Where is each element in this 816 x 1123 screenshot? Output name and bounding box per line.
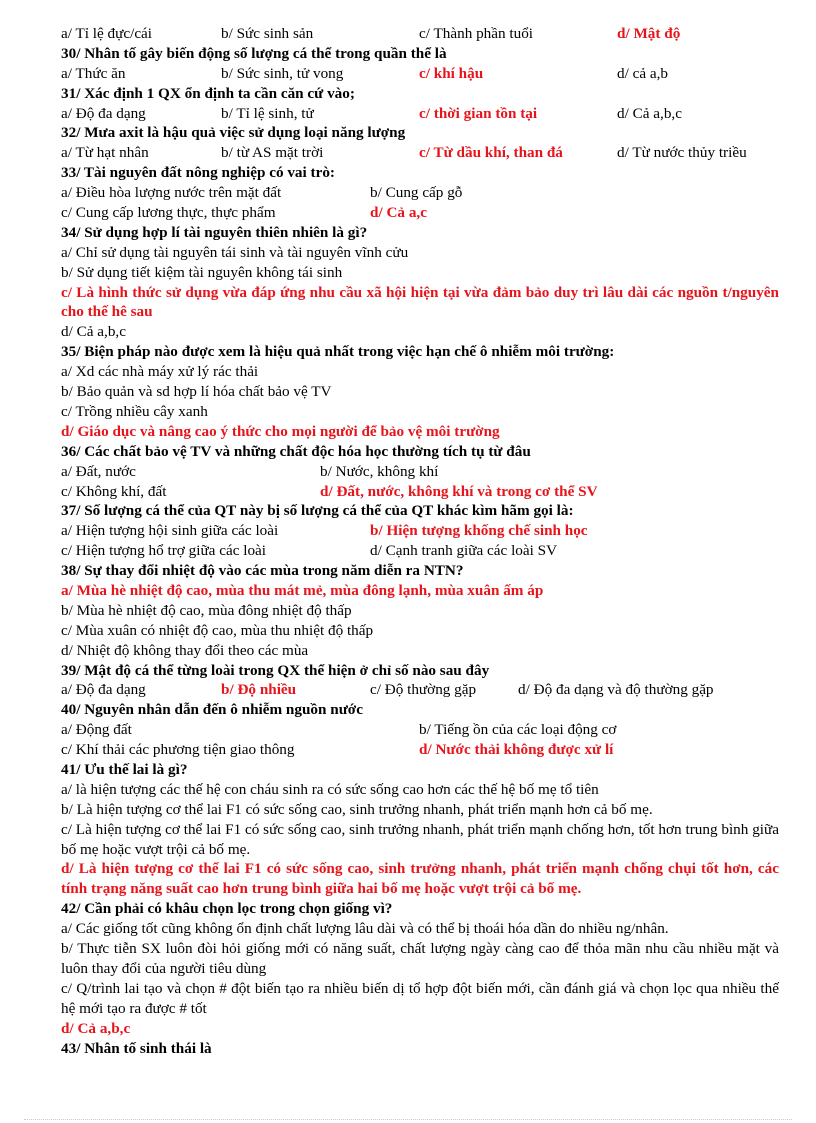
question-35: 35/ Biện pháp nào được xem là hiệu quả nhất trong việc hạn chế ô nhiễm môi trường:	[61, 343, 615, 361]
options-row	[61, 482, 779, 502]
option-b: b/ Là hiện tượng cơ thể lai F1 có sức sống cao, sinh trưởng nhanh, phát triển mạnh hơn cả bố mẹ.	[61, 800, 653, 818]
option-b: b/ Cung cấp gỗ	[370, 184, 463, 202]
option-a: a/ Điều hòa lượng nước trên mặt đất	[61, 184, 282, 202]
option-c-answer: c/ khí hậu	[419, 64, 484, 82]
question-31: 31/ Xác định 1 QX ổn định ta cần căn cứ vào;	[61, 84, 355, 102]
option-a: a/ Đất, nước	[61, 462, 136, 480]
option-c: c/ Là hiện tượng cơ thể lai F1 có sức sống cao, sinh trưởng nhanh, phát triển mạnh chống hơn, tốt hơn trung bình giữa bố mẹ hoặc vượt trội cả bố mẹ.	[61, 820, 779, 858]
option-d: d/ Cả a,b,c	[61, 323, 126, 341]
option-c: c/ Không khí, đất	[61, 482, 167, 500]
option-a-answer: a/ Mùa hè nhiệt độ cao, mùa thu mát mẻ, mùa đông lạnh, mùa xuân ấm áp	[61, 581, 544, 599]
question-38: 38/ Sự thay đổi nhiệt độ vào các mùa trong năm diễn ra NTN?	[61, 562, 464, 580]
option-c: c/ Trồng nhiều cây xanh	[61, 402, 208, 420]
option-a: a/ Chỉ sử dụng tài nguyên tái sinh và tài nguyên vĩnh cửu	[61, 243, 409, 261]
option-d: d/ Độ đa dạng và độ thường gặp	[518, 681, 714, 699]
question-41: 41/ Ưu thế lai là gì?	[61, 760, 188, 778]
option-c: c/ Cung cấp lương thực, thực phẩm	[61, 204, 276, 222]
option-c: c/ Khí thải các phương tiện giao thông	[61, 741, 295, 759]
option-a: a/ là hiện tượng các thế hệ con cháu sinh ra có sức sống cao hơn các thế hệ bố mẹ tổ tiên	[61, 780, 599, 798]
option-d-answer: d/ Đất, nước, không khí và trong cơ thể SV	[320, 482, 598, 500]
question-39: 39/ Mật độ cá thể từng loài trong QX thể hiện ở chỉ số nào sau đây	[61, 661, 490, 679]
option-a: a/ Xd các nhà máy xử lý rác thải	[61, 363, 259, 381]
option-d: d/ Cả a,b,c	[617, 104, 682, 122]
option-d-answer: d/ Giáo dục và nâng cao ý thức cho mọi người để bảo vệ môi trường	[61, 422, 500, 440]
option-c-answer: c/ Từ dầu khí, than đá	[419, 144, 563, 162]
question-30: 30/ Nhân tố gây biến động số lượng cá thể trong quần thể là	[61, 44, 447, 62]
options-row	[61, 720, 779, 740]
options-row	[61, 104, 779, 124]
options-row	[61, 203, 779, 223]
option-a: a/ Độ đa dạng	[61, 681, 146, 699]
option-a: a/ Các giống tốt cũng không ổn định chất lượng lâu dài và có thể bị thoái hóa dần do nhiều ng/nhân.	[61, 920, 669, 938]
option-d: d/ cả a,b	[617, 64, 669, 82]
option-d-answer: d/ Mật độ	[617, 25, 681, 42]
option-d-answer: d/ Cả a,c	[370, 204, 427, 222]
question-36: 36/ Các chất bảo vệ TV và những chất độc hóa học thường tích tụ từ đâu	[61, 442, 531, 460]
option-c: c/ Độ thường gặp	[370, 681, 477, 699]
option-b: b/ Bảo quản và sd hợp lí hóa chất bảo vệ TV	[61, 383, 332, 401]
option-c: c/ Mùa xuân có nhiệt độ cao, mùa thu nhiệt độ thấp	[61, 621, 374, 639]
option-a: a/ Độ đa dạng	[61, 104, 146, 122]
options-row	[61, 143, 779, 163]
option-c: c/ Hiện tượng hổ trợ giữa các loài	[61, 542, 267, 560]
option-b-answer: b/ Hiện tượng khống chế sinh học	[370, 522, 588, 540]
options-row	[61, 24, 779, 44]
option-b: b/ từ AS mặt trời	[221, 144, 324, 162]
option-b: b/ Tỉ lệ sinh, tử	[221, 104, 314, 122]
option-a: a/ Từ hạt nhân	[61, 144, 149, 162]
option-b: b/ Sức sinh sản	[221, 25, 314, 42]
option-d: d/ Cạnh tranh giữa các loài SV	[370, 542, 558, 560]
question-40: 40/ Nguyên nhân dẫn đến ô nhiễm nguồn nước	[61, 701, 363, 719]
question-33: 33/ Tài nguyên đất nông nghiệp có vai trò:	[61, 164, 335, 182]
options-row	[61, 183, 779, 203]
option-c-answer: c/ thời gian tồn tại	[419, 104, 538, 122]
question-34: 34/ Sử dụng hợp lí tài nguyên thiên nhiên là gì?	[61, 223, 368, 241]
options-row	[61, 680, 779, 700]
option-b: b/ Nước, không khí	[320, 462, 439, 480]
option-d: d/ Từ nước thủy triều	[617, 144, 747, 162]
document-page	[61, 24, 779, 1058]
option-a: a/ Tỉ lệ đực/cái	[61, 25, 153, 42]
options-row	[61, 462, 779, 482]
option-c-answer: c/ Là hình thức sử dụng vừa đáp ứng nhu cầu xã hội hiện tại vừa đảm bảo duy trì lâu dài các nguồn t/nguyên cho thế hê sau	[61, 283, 779, 321]
option-b: b/ Mùa hè nhiệt độ cao, mùa đông nhiệt độ thấp	[61, 601, 352, 619]
question-43: 43/ Nhân tố sinh thái là	[61, 1039, 212, 1057]
options-row	[61, 64, 779, 84]
options-row	[61, 740, 779, 760]
option-d-answer: d/ Là hiện tượng cơ thể lai F1 có sức sống cao, sinh trưởng nhanh, phát triển mạnh chống chụi tốt hơn, các tính trạng năng suất cao hơn trung bình giữa hai bố mẹ hoặc vượt trội cả bố mẹ.	[61, 860, 779, 898]
question-37: 37/ Số lượng cá thể của QT này bị số lượng cá thể của QT khác kìm hãm gọi là:	[61, 502, 574, 520]
option-b: b/ Thực tiễn SX luôn đòi hỏi giống mới có năng suất, chất lượng ngày càng cao để thỏa mãn nhu cầu nhiều mặt và luôn thay đổi của người tiêu dùng	[61, 940, 779, 977]
option-a: a/ Thức ăn	[61, 64, 126, 82]
option-a: a/ Động đất	[61, 721, 132, 739]
options-row	[61, 521, 779, 541]
question-42: 42/ Cần phải có khâu chọn lọc trong chọn giống vì?	[61, 900, 393, 918]
option-d-answer: d/ Nước thải không được xử lí	[419, 741, 614, 759]
options-row	[61, 541, 779, 561]
question-32: 32/ Mưa axit là hậu quả việc sử dụng loại năng lượng	[61, 124, 406, 142]
option-b: b/ Tiếng ồn của các loại động cơ	[419, 721, 617, 739]
option-d-answer: d/ Cả a,b,c	[61, 1019, 131, 1037]
option-b: b/ Sử dụng tiết kiệm tài nguyên không tái sinh	[61, 263, 343, 281]
option-d: d/ Nhiệt độ không thay đổi theo các mùa	[61, 641, 309, 659]
option-c: c/ Thành phần tuổi	[419, 25, 534, 42]
page-bottom-divider	[24, 1119, 792, 1120]
option-b: b/ Sức sinh, tử vong	[221, 64, 344, 82]
option-b-answer: b/ Độ nhiều	[221, 681, 297, 699]
option-a: a/ Hiện tượng hội sinh giữa các loài	[61, 522, 279, 540]
option-c: c/ Q/trình lai tạo và chọn # đột biến tạo ra nhiều biến dị tổ hợp đột biến mới, cần đánh giá và chọn lọc qua nhiều thế hệ mới tạo ra được # tốt	[61, 979, 779, 1017]
